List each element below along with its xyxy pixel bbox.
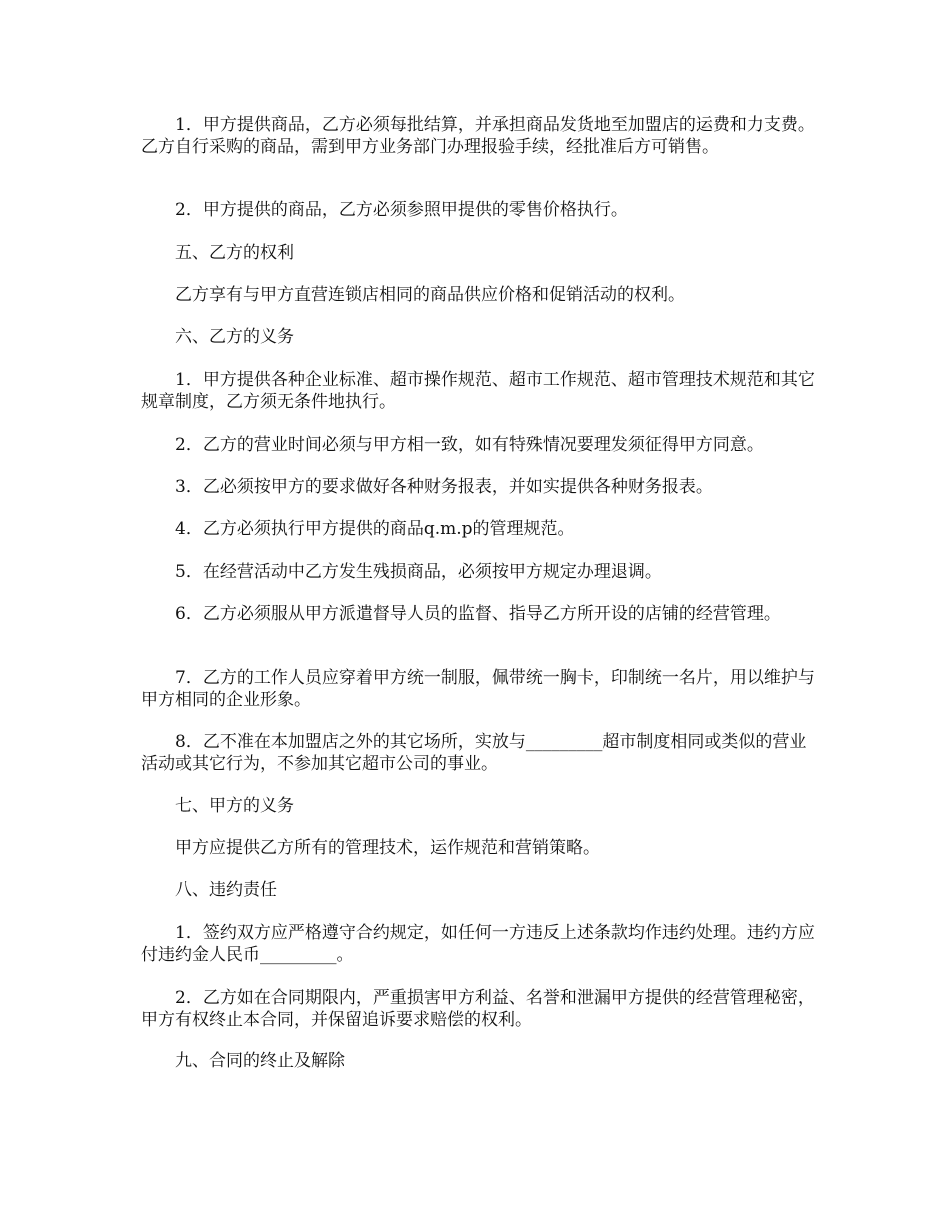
paragraph-article-6-item-6: 6．乙方必须服从甲方派遣督导人员的监督、指导乙方所开设的店铺的经营管理。: [175, 604, 781, 624]
paragraph-article-6-item-8: 8．乙不准在本加盟店之外的其它场所，实放与_________超市制度相同或类似的营业活动或其它行为，不参加其它超市公司的事业。: [141, 732, 807, 774]
section-heading-6: 六、乙方的义务: [175, 327, 294, 347]
section-heading-5: 五、乙方的权利: [175, 243, 294, 263]
section-heading-7: 七、甲方的义务: [175, 796, 294, 816]
paragraph-article-6-item-5: 5．在经营活动中乙方发生残损商品，必须按甲方规定办理退调。: [175, 562, 662, 582]
paragraph-article-6-item-1: 1．甲方提供各种企业标准、超市操作规范、超市工作规范、超市管理技术规范和其它规章制度，乙方须无条件地执行。: [141, 370, 815, 412]
paragraph-article-4-item-2: 2．甲方提供的商品，乙方必须参照甲提供的零售价格执行。: [175, 200, 628, 220]
paragraph-article-8-item-2: 2．乙方如在合同期限内，严重损害甲方利益、名誉和泄漏甲方提供的经营管理秘密，甲方有权终止本合同，并保留追诉要求赔偿的权利。: [141, 988, 815, 1030]
paragraph-article-4-item-1: 1．甲方提供商品，乙方必须每批结算，并承担商品发货地至加盟店的运费和力支费。乙方自行采购的商品，需到甲方业务部门办理报验手续，经批准后方可销售。: [141, 115, 815, 157]
paragraph-article-7-text: 甲方应提供乙方所有的管理技术，运作规范和营销策略。: [175, 838, 600, 858]
paragraph-article-8-item-1: 1．签约双方应严格遵守合约规定，如任何一方违反上述条款均作违约处理。违约方应付违约金人民币_________。: [141, 923, 815, 965]
paragraph-article-6-item-2: 2．乙方的营业时间必须与甲方相一致，如有特殊情况要理发须征得甲方同意。: [175, 435, 764, 455]
paragraph-article-5-text: 乙方享有与甲方直营连锁店相同的商品供应价格和促销活动的权利。: [175, 285, 685, 305]
section-heading-8: 八、违约责任: [175, 880, 277, 900]
section-heading-9: 九、合同的终止及解除: [175, 1051, 345, 1071]
paragraph-article-6-item-7: 7．乙方的工作人员应穿着甲方统一制服，佩带统一胸卡，印制统一名片，用以维护与甲方相同的企业形象。: [141, 668, 815, 710]
paragraph-article-6-item-4: 4．乙方必须执行甲方提供的商品q.m.p的管理规范。: [175, 519, 575, 539]
paragraph-article-6-item-3: 3．乙必须按甲方的要求做好各种财务报表，并如实提供各种财务报表。: [175, 477, 713, 497]
